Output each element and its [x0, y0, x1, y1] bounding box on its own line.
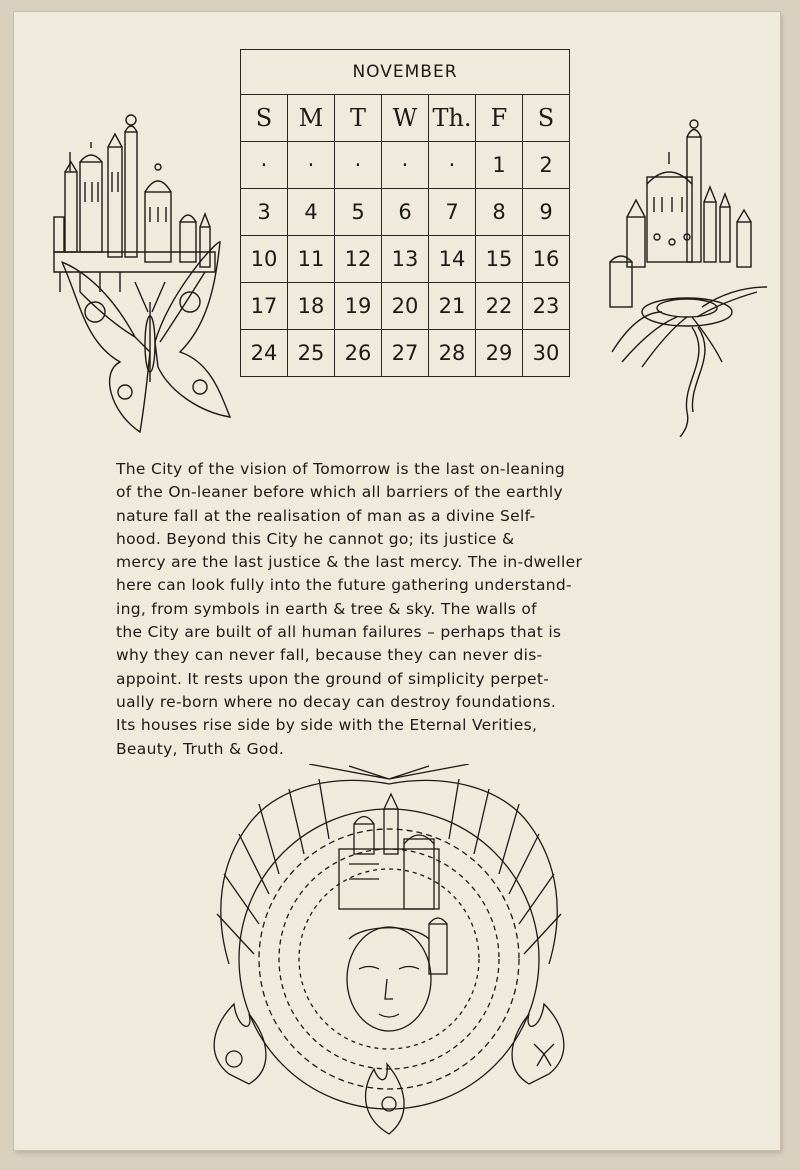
day-cell: 15 [476, 236, 523, 283]
weekday-header: S [241, 95, 288, 142]
day-cell: 9 [523, 189, 570, 236]
passage-line: hood. Beyond this City he cannot go; its justice & [116, 529, 515, 548]
flower-city-illustration [592, 112, 772, 437]
weekday-header: M [288, 95, 335, 142]
passage-line: ually re-born where no decay can destroy foundations. [116, 692, 557, 711]
week-row [241, 142, 570, 189]
butterfly-city-illustration [40, 112, 245, 437]
day-cell: 14 [429, 236, 476, 283]
day-cell: 25 [288, 330, 335, 377]
day-cell: 26 [335, 330, 382, 377]
day-cell: 23 [523, 283, 570, 330]
day-cell: 16 [523, 236, 570, 283]
day-cell: 18 [288, 283, 335, 330]
day-cell: 3 [241, 189, 288, 236]
day-cell: 21 [429, 283, 476, 330]
day-cell: 4 [288, 189, 335, 236]
passage-line: Its houses rise side by side with the Eternal Verities, [116, 716, 538, 735]
day-cell: 8 [476, 189, 523, 236]
winged-city-face-illustration [189, 764, 589, 1139]
day-cell: 5 [335, 189, 382, 236]
passage-line: here can look fully into the future gathering understand- [116, 576, 572, 595]
weekday-header: S [523, 95, 570, 142]
day-cell: 11 [288, 236, 335, 283]
day-cell: 7 [429, 189, 476, 236]
week-row [241, 283, 570, 330]
week-row [241, 330, 570, 377]
day-cell: 10 [241, 236, 288, 283]
passage-line: appoint. It rests upon the ground of simplicity perpet- [116, 669, 550, 688]
passage-line: The City of the vision of Tomorrow is the last on-leaning [116, 460, 566, 478]
day-cell: · [382, 142, 429, 189]
day-cell: 24 [241, 330, 288, 377]
day-cell: 12 [335, 236, 382, 283]
day-cell: 6 [382, 189, 429, 236]
day-cell: · [241, 142, 288, 189]
day-cell: 1 [476, 142, 523, 189]
day-cell: 2 [523, 142, 570, 189]
day-cell: 13 [382, 236, 429, 283]
week-row [241, 236, 570, 283]
passage-line: nature fall at the realisation of man as a divine Self- [116, 506, 536, 525]
weekday-header: F [476, 95, 523, 142]
day-cell: 20 [382, 283, 429, 330]
passage [116, 458, 706, 761]
day-cell: 28 [429, 330, 476, 377]
day-cell: 17 [241, 283, 288, 330]
day-cell: · [429, 142, 476, 189]
passage-line: of the On-leaner before which all barriers of the earthly [116, 483, 563, 502]
calendar-page [14, 12, 780, 1150]
day-cell: · [288, 142, 335, 189]
day-cell: · [335, 142, 382, 189]
day-cell: 19 [335, 283, 382, 330]
weekday-header: Th. [429, 95, 476, 142]
day-cell: 30 [523, 330, 570, 377]
passage-line: the City are built of all human failures – perhaps that is [116, 623, 562, 642]
day-cell: 29 [476, 330, 523, 377]
weekday-header: W [382, 95, 429, 142]
passage-line: why they can never fall, because they can never dis- [116, 646, 543, 665]
weekday-row [241, 95, 570, 142]
day-cell: 22 [476, 283, 523, 330]
passage-line: mercy are the last justice & the last mercy. The in-dweller [116, 553, 583, 572]
month-title: NOVEMBER [241, 50, 570, 95]
passage-line: Beauty, Truth & God. [116, 739, 285, 758]
week-row [241, 189, 570, 236]
weekday-header: T [335, 95, 382, 142]
november-calendar [240, 49, 570, 377]
passage-line: ing, from symbols in earth & tree & sky. The walls of [116, 599, 537, 618]
day-cell: 27 [382, 330, 429, 377]
